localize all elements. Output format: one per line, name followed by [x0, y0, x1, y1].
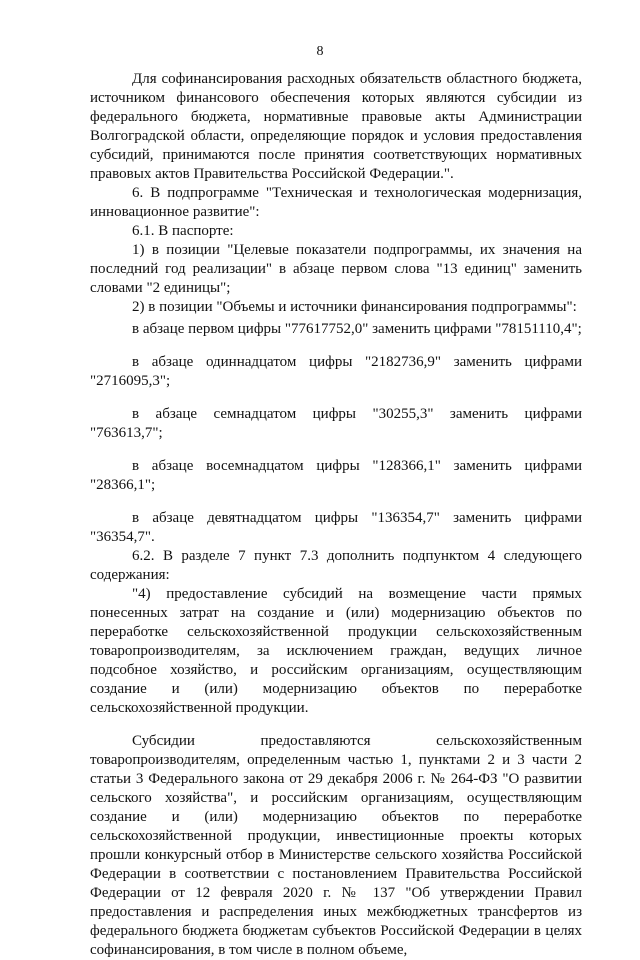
paragraph-abzac-nineteenth: в абзаце девятнадцатом цифры "136354,7" заменить цифрами "36354,7".: [90, 510, 582, 545]
paragraph-6-2: 6.2. В разделе 7 пункт 7.3 дополнить подпунктом 4 следующего содержания:: [90, 548, 582, 583]
paragraph-abzac-eleventh: в абзаце одиннадцатом цифры "2182736,9" заменить цифрами "2716095,3";: [90, 354, 582, 389]
paragraph-subprogram-6: 6. В подпрограмме "Техническая и технологическая модернизация, инновационное развитие":: [90, 185, 582, 220]
paragraph-subsidies: Субсидии предоставляются сельскохозяйственным товаропроизводителям, определенным частью 1, пунктами 2 и 3 части 2 статьи 3 Федерального закона от 29 декабря 2006 г. № 264-ФЗ "О развитии сельского хозяйства", и российским организациям, осуществляющим создание и (или) модернизацию объектов по переработке сельскохозяйственной продукции, инвестиционные проекты которых прошли конкурсный отбор в Министерстве сельского хозяйства Российской Федерации в соответствии с постановлением Правительства Российской Федерации от 12 февраля 2020 г. № 137 "Об утверждении Правил предоставления и распределения иных межбюджетных трансфертов из федерального бюджета бюджетам субъектов Российской Федерации в целях софинансирования, в том числе в полном объеме,: [90, 733, 582, 958]
page-number: 8: [316, 44, 324, 59]
paragraph-abzac-first: в абзаце первом цифры "77617752,0" заменить цифрами "78151110,4";: [132, 321, 582, 337]
document-body: [90, 70, 582, 960]
paragraph-item-2: 2) в позиции "Объемы и источники финансирования подпрограммы":: [132, 299, 577, 315]
paragraph-subpoint-4: "4) предоставление субсидий на возмещение части прямых понесенных затрат на создание и (или) модернизацию объектов по переработке сельскохозяйственной продукции сельскохозяйственным товаропроизводителям, за исключением граждан, ведущих личное подсобное хозяйство, и российским организациям, осуществляющим создание и (или) модернизацию объектов по переработке сельскохозяйственной продукции.: [90, 586, 582, 716]
paragraph-cofinancing: Для софинансирования расходных обязательств областного бюджета, источником финансового обеспечения которых являются субсидии из федерального бюджета, нормативные правовые акты Администрации Волгоградской области, определяющие порядок и условия предоставления субсидий, принимаются после принятия соответствующих нормативных правовых актов Правительства Российской Федерации.".: [90, 71, 582, 182]
paragraph-item-1: 1) в позиции "Целевые показатели подпрограммы, их значения на последний год реализации" в абзаце первом слова "13 единиц" заменить словами "2 единицы";: [90, 242, 582, 296]
paragraph-6-1: 6.1. В паспорте:: [132, 223, 234, 239]
paragraph-abzac-seventeenth: в абзаце семнадцатом цифры "30255,3" заменить цифрами "763613,7";: [90, 406, 582, 441]
paragraph-abzac-eighteenth: в абзаце восемнадцатом цифры "128366,1" заменить цифрами "28366,1";: [90, 458, 582, 493]
